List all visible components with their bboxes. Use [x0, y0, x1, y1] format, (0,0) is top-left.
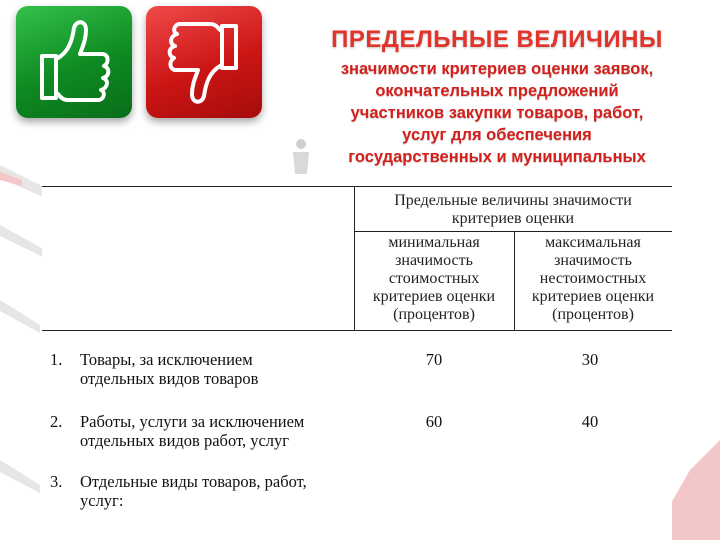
table-row-label: [80, 472, 307, 510]
document-table: [42, 180, 672, 540]
row-label-line: отдельных видов работ, услуг: [80, 431, 290, 450]
header-line: стоимостных: [388, 270, 480, 287]
thumbs-down-icon: [146, 6, 262, 118]
row-label-line: услуг:: [80, 491, 124, 510]
title-block: [292, 26, 702, 168]
header-line: нестоимостных: [539, 270, 647, 287]
header-line: критериев оценки: [372, 288, 496, 305]
row-label-line: отдельных видов товаров: [80, 369, 259, 388]
max-value: 40: [581, 412, 599, 431]
max-column-header: [514, 234, 672, 324]
max-value: 30: [581, 350, 599, 369]
header-line: значимость: [554, 252, 632, 269]
header-line: критериев оценки: [451, 210, 575, 227]
subtitle-line: окончательных предложений: [375, 82, 619, 100]
thumbs-up-icon: [16, 6, 132, 118]
subtitle-line: участников закупки товаров, работ,: [350, 104, 644, 122]
thumbs-up-tile: [16, 6, 132, 118]
header-line: критериев оценки: [531, 288, 655, 305]
row-label-line: Товары, за исключением: [80, 350, 253, 369]
subtitle: [292, 58, 702, 168]
row-label-line: Работы, услуги за исключением: [80, 412, 305, 431]
header-line: (процентов): [393, 306, 475, 323]
subtitle-line: услуг для обеспечения: [402, 126, 592, 144]
table-top-border: [42, 186, 672, 187]
min-value: 60: [425, 412, 443, 431]
header-line: максимальная: [545, 234, 641, 251]
header-line: (процентов): [552, 306, 634, 323]
group-header: [354, 192, 672, 228]
table-row-label: [80, 412, 304, 450]
subtitle-line: значимости критериев оценки заявок,: [340, 60, 654, 78]
min-value: 70: [425, 350, 443, 369]
table-row-label: [80, 350, 258, 388]
row-number: 2.: [50, 412, 63, 431]
row-number: 1.: [50, 350, 63, 369]
subtitle-line: государственных и муниципальных: [348, 148, 646, 166]
min-column-header: [354, 234, 514, 324]
header-line: Предельные величины значимости: [394, 192, 632, 209]
page-title: ПРЕДЕЛЬНЫЕ ВЕЛИЧИНЫ: [331, 26, 663, 53]
row-number: 3.: [50, 472, 63, 491]
row-label-line: Отдельные виды товаров, работ,: [80, 472, 307, 491]
header-line: значимость: [395, 252, 473, 269]
table-mid-border: [354, 231, 672, 232]
thumbs-down-tile: [146, 6, 262, 118]
table-header-bottom-border: [42, 330, 672, 331]
header-line: минимальная: [388, 234, 480, 251]
